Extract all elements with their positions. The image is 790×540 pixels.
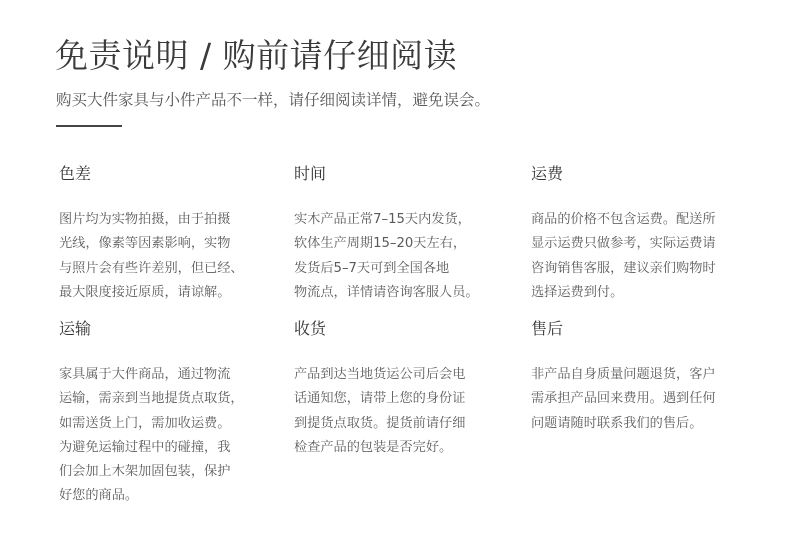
body-line: 非产品自身质量问题退货，客户 xyxy=(531,367,716,382)
section-after-sales xyxy=(531,318,736,436)
section-heading: 售后 xyxy=(531,319,564,338)
body-line: 到提货点取货。提货前请仔细 xyxy=(294,415,466,431)
section-body xyxy=(294,208,499,305)
section-heading: 时间 xyxy=(294,164,327,183)
body-line: 运输，需亲到当地提货点取货， xyxy=(59,391,244,407)
body-line: 软体生产周期15–20天左右， xyxy=(294,236,467,252)
body-line: 为避免运输过程中的碰撞，我 xyxy=(59,439,231,455)
body-line: 发货后5–7天可到全国各地 xyxy=(294,260,450,276)
body-line: 显示运费只做参考，实际运费请 xyxy=(531,236,716,252)
body-line: 实木产品正常7–15天内发货， xyxy=(294,212,471,227)
page-subtitle: 购买大件家具与小件产品不一样，请仔细阅读详情，避免误会。 xyxy=(56,91,491,109)
body-line: 咨询销售客服，建议亲们购物时 xyxy=(531,260,716,276)
body-line: 检查产品的包装是否完好。 xyxy=(294,439,453,455)
page-title: 免责说明 / 购前请仔细阅读 xyxy=(55,36,458,75)
body-line: 光线，像素等因素影响，实物 xyxy=(59,236,231,252)
body-line: 与照片会有些许差别，但已经、 xyxy=(59,260,244,276)
section-body xyxy=(59,363,264,509)
body-line: 需承担产品回来费用。遇到任何 xyxy=(531,391,716,407)
section-heading: 运输 xyxy=(59,319,92,338)
section-receiving xyxy=(294,318,499,460)
section-heading: 色差 xyxy=(59,164,92,183)
body-line: 选择运费到付。 xyxy=(531,284,624,300)
section-heading: 收货 xyxy=(294,319,327,338)
title-underline-divider xyxy=(56,125,122,127)
section-shipping-fee xyxy=(531,163,736,305)
body-line: 家具属于大件商品，通过物流 xyxy=(59,367,231,382)
body-line: 商品的价格不包含运费。配送所 xyxy=(531,212,716,227)
section-transport xyxy=(59,318,264,509)
body-line: 物流点，详情请咨询客服人员。 xyxy=(294,284,479,300)
body-line: 如需送货上门，需加收运费。 xyxy=(59,415,231,431)
section-body xyxy=(531,208,736,305)
body-line: 们会加上木架加固包装，保护 xyxy=(59,464,231,480)
body-line: 话通知您，请带上您的身份证 xyxy=(294,391,466,407)
body-line: 最大限度接近原质，请谅解。 xyxy=(59,284,231,300)
section-color-difference xyxy=(59,163,264,305)
section-delivery-time xyxy=(294,163,499,305)
body-line: 问题请随时联系我们的售后。 xyxy=(531,415,703,431)
body-line: 好您的商品。 xyxy=(59,488,139,504)
section-body xyxy=(531,363,736,436)
body-line: 产品到达当地货运公司后会电 xyxy=(294,367,466,382)
body-line: 图片均为实物拍摄，由于拍摄 xyxy=(59,212,231,227)
section-body xyxy=(294,363,499,460)
section-heading: 运费 xyxy=(531,164,564,183)
section-body xyxy=(59,208,264,305)
